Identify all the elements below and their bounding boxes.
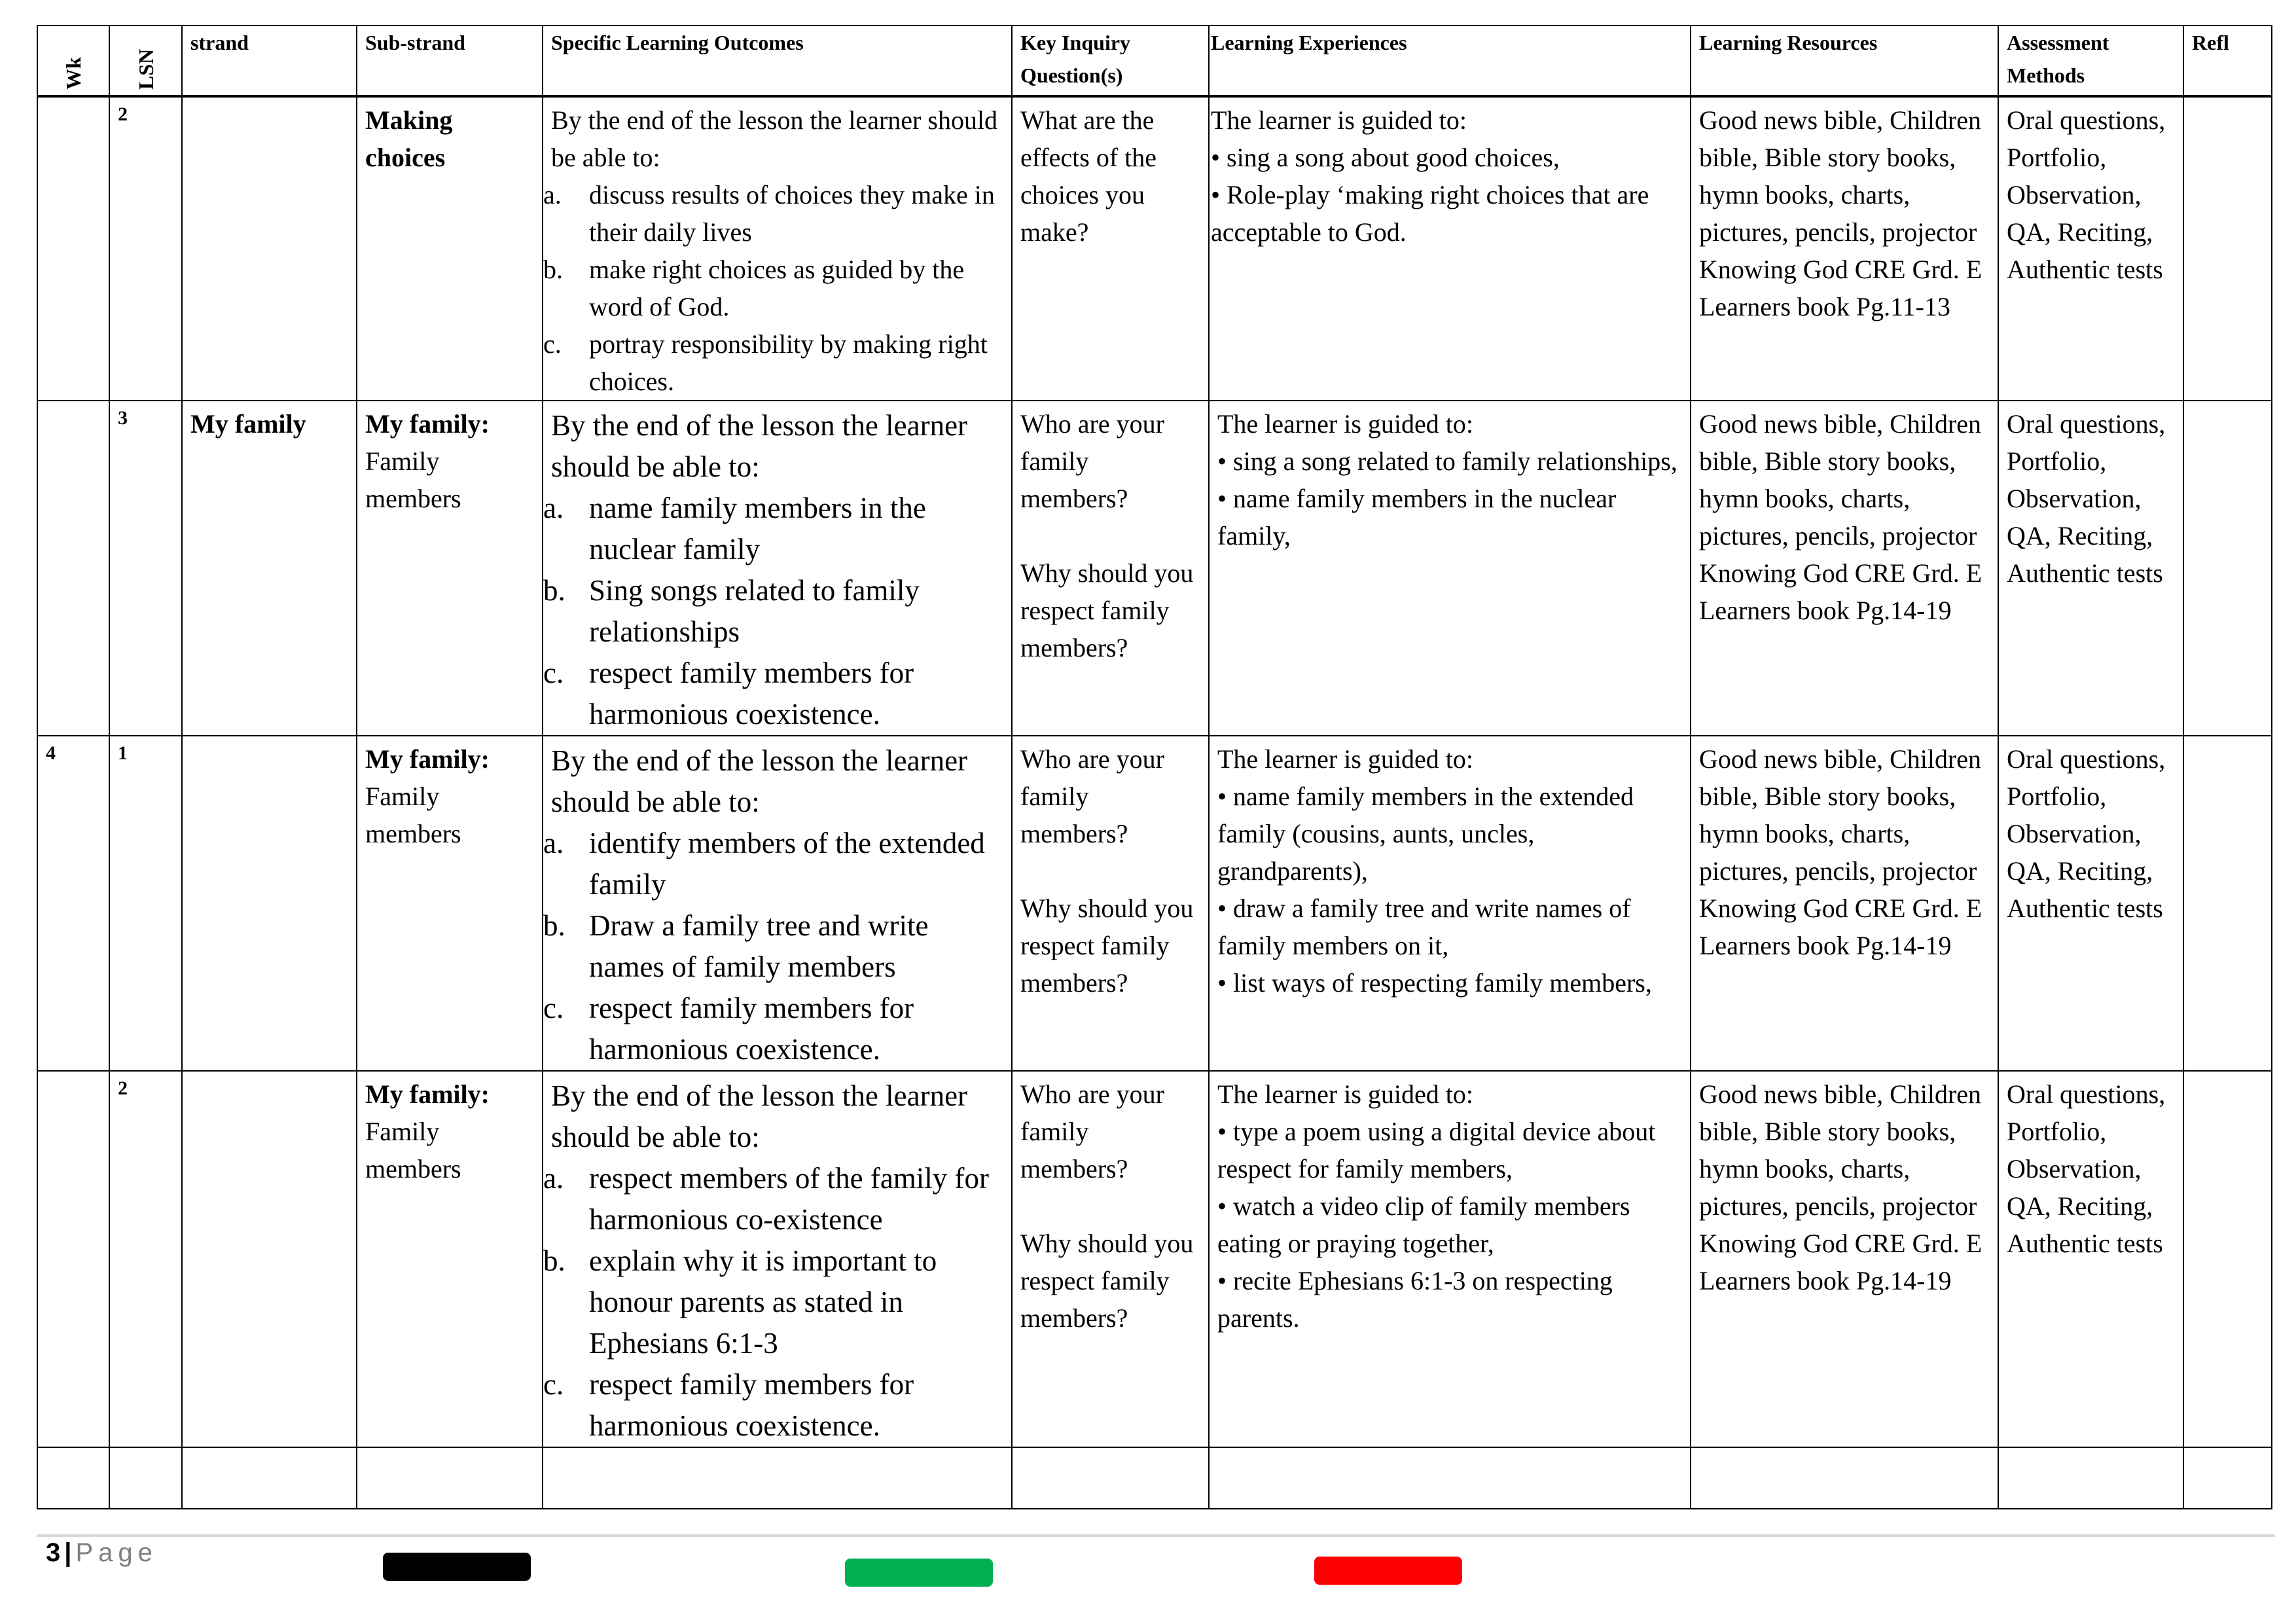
refl-cell [2183,401,2272,736]
slo-intro: By the end of the lesson the learner should be able to: [551,409,968,483]
table-row [37,1071,2272,1447]
header-lsn [109,26,182,96]
header-wk [37,26,109,96]
am-value: Oral questions, Portfolio, Observation, QA, Reciting, Authentic tests [2007,105,2166,284]
slo-item [543,988,1003,1070]
le-intro: The learner is guided to: [1211,105,1467,135]
slo-item-text: respect family members for harmonious coexistence. [589,992,914,1066]
slo-item-text: Sing songs related to family relationships [589,574,920,648]
green-bar [845,1559,993,1587]
le-item: • name family members in the nuclear family, [1217,484,1617,550]
slo-item-text: respect members of the family for harmonious co-existence [589,1162,990,1236]
slo-item-label: a. [543,492,564,524]
empty-cell [357,1447,543,1509]
le-item: • sing a song about good choices, [1211,143,1560,172]
lsn-value: 1 [118,742,128,764]
lr-value: Good news bible, Children bible, Bible story books, hymn books, charts, pictures, pencils, projector Knowing God CRE Grd. E Learners book Pg.14-19 [1699,1079,1982,1295]
slo-item-label: c. [543,329,562,359]
header-substrand: Sub-strand [357,26,543,96]
slo-item-text: Draw a family tree and write names of family members [589,909,929,983]
slo-item-label: c. [543,1368,564,1401]
header-strand: strand [182,26,357,96]
empty-cell [37,1447,109,1509]
le-cell [1209,96,1691,401]
header-am: Assessment Methods [1998,26,2183,96]
slo-item-label: b. [543,1244,565,1277]
strand-cell [182,401,357,736]
slo-cell [543,96,1012,401]
table-row [37,736,2272,1071]
strand-cell [182,96,357,401]
empty-cell [182,1447,357,1509]
slo-item-label: a. [543,827,564,859]
lsn-cell [109,1071,182,1447]
slo-item-text: respect family members for harmonious coexistence. [589,657,914,731]
kiq-cell [1012,1071,1209,1447]
slo-item-text: portray responsibility by making right choices. [589,329,988,396]
table-row [37,96,2272,401]
kiq-cell [1012,736,1209,1071]
slo-item [543,488,1003,570]
substrand-subtitle: Family members [365,1117,461,1183]
slo-cell [543,736,1012,1071]
am-value: Oral questions, Portfolio, Observation, QA, Reciting, Authentic tests [2007,744,2166,923]
substrand-cell [357,736,543,1071]
le-item: • recite Ephesians 6:1-3 on respecting parents. [1217,1266,1613,1333]
table-row [37,401,2272,736]
red-bar [1314,1557,1462,1585]
am-cell [1998,1071,2183,1447]
lsn-value: 2 [118,103,128,125]
le-cell [1209,1071,1691,1447]
slo-item-label: b. [543,909,565,942]
slo-item-label: a. [543,1162,564,1195]
slo-item [543,251,1003,325]
kiq-cell [1012,96,1209,401]
empty-cell [1998,1447,2183,1509]
le-item: • Role-play ‘making right choices that are acceptable to God. [1211,180,1649,247]
lsn-cell [109,736,182,1071]
slo-item [543,176,1003,251]
header-le: Learning Experiences [1209,26,1691,96]
slo-item-label: a. [543,180,562,209]
lr-value: Good news bible, Children bible, Bible story books, hymn books, charts, pictures, pencils, projector Knowing God CRE Grd. E Learners book Pg.14-19 [1699,744,1982,960]
lsn-value: 3 [118,407,128,429]
slo-item-label: b. [543,574,565,607]
refl-cell [2183,1071,2272,1447]
slo-item-text: explain why it is important to honour parents as stated in Ephesians 6:1-3 [589,1244,937,1360]
empty-cell [1209,1447,1691,1509]
empty-cell [543,1447,1012,1509]
wk-cell [37,736,109,1071]
wk-cell [37,1071,109,1447]
substrand-subtitle: Family members [365,446,461,513]
substrand-title: My family: [365,744,490,774]
footer-divider [37,1534,2275,1537]
slo-item-text: respect family members for harmonious coexistence. [589,1368,914,1442]
le-intro: The learner is guided to: [1217,409,1473,439]
slo-cell [543,401,1012,736]
le-item: • name family members in the extended family (cousins, aunts, uncles, grandparents), [1217,782,1634,886]
slo-item [543,570,1003,653]
empty-cell [2183,1447,2272,1509]
le-intro: The learner is guided to: [1217,1079,1473,1109]
substrand-cell [357,96,543,401]
substrand-title: Making choices [365,105,453,172]
slo-item [543,325,1003,400]
empty-cell [109,1447,182,1509]
lr-cell [1691,401,1998,736]
slo-item [543,1240,1003,1364]
am-value: Oral questions, Portfolio, Observation, QA, Reciting, Authentic tests [2007,1079,2166,1258]
lr-cell [1691,1071,1998,1447]
refl-cell [2183,96,2272,401]
am-cell [1998,736,2183,1071]
header-kiq: Key Inquiry Question(s) [1012,26,1209,96]
page-label: Page [75,1538,158,1567]
lsn-cell [109,96,182,401]
slo-item [543,1158,1003,1240]
lr-cell [1691,736,1998,1071]
kiq-value: Who are your family members? Why should you respect family members? [1020,1079,1194,1333]
le-cell [1209,736,1691,1071]
slo-item-text: identify members of the extended family [589,827,985,901]
kiq-value: Who are your family members? Why should you respect family members? [1020,409,1194,662]
slo-item-text: discuss results of choices they make in their daily lives [589,180,995,247]
strand-value: My family [190,409,306,439]
kiq-cell [1012,401,1209,736]
lr-value: Good news bible, Children bible, Bible story books, hymn books, charts, pictures, pencils, projector Knowing God CRE Grd. E Learners book Pg.14-19 [1699,409,1982,625]
strand-cell [182,736,357,1071]
empty-cell [1691,1447,1998,1509]
le-item: • watch a video clip of family members eating or praying together, [1217,1191,1630,1258]
header-wk-label: Wk [62,57,85,90]
wk-cell [37,96,109,401]
substrand-subtitle: Family members [365,782,461,848]
lsn-cell [109,401,182,736]
slo-item [543,905,1003,988]
page-separator: | [64,1538,72,1567]
slo-intro: By the end of the lesson the learner should be able to: [551,744,968,818]
le-item: • draw a family tree and write names of family members on it, [1217,893,1631,960]
header-row [37,26,2272,96]
header-refl: Refl [2183,26,2272,96]
empty-cell [1012,1447,1209,1509]
kiq-value: Who are your family members? Why should you respect family members? [1020,744,1194,998]
slo-cell [543,1071,1012,1447]
refl-cell [2183,736,2272,1071]
lr-value: Good news bible, Children bible, Bible story books, hymn books, charts, pictures, pencils, projector Knowing God CRE Grd. E Learners book Pg.11-13 [1699,105,1982,321]
black-bar [383,1553,531,1581]
slo-item-text: name family members in the nuclear family [589,492,926,566]
slo-item-label: c. [543,992,564,1024]
le-item: • list ways of respecting family members, [1217,968,1652,998]
slo-item [543,1364,1003,1447]
slo-intro: By the end of the lesson the learner should be able to: [551,105,998,172]
slo-item-text: make right choices as guided by the word of God. [589,255,965,321]
le-intro: The learner is guided to: [1217,744,1473,774]
substrand-cell [357,1071,543,1447]
am-cell [1998,96,2183,401]
substrand-title: My family: [365,1079,490,1109]
page-number-value: 3 [46,1538,61,1567]
page-number [46,1538,158,1568]
slo-item-label: c. [543,657,564,689]
header-slo: Specific Learning Outcomes [543,26,1012,96]
le-item: • sing a song related to family relationships, [1217,446,1677,476]
empty-row [37,1447,2272,1509]
header-lr: Learning Resources [1691,26,1998,96]
kiq-value: What are the effects of the choices you make? [1020,105,1157,247]
header-lsn-label: LSN [134,48,158,90]
slo-intro: By the end of the lesson the learner should be able to: [551,1079,968,1153]
am-cell [1998,401,2183,736]
slo-item [543,823,1003,905]
le-cell [1209,401,1691,736]
strand-cell [182,1071,357,1447]
scheme-of-work-table [37,25,2272,1509]
am-value: Oral questions, Portfolio, Observation, QA, Reciting, Authentic tests [2007,409,2166,588]
substrand-cell [357,401,543,736]
wk-cell [37,401,109,736]
lr-cell [1691,96,1998,401]
wk-value: 4 [46,742,56,764]
slo-item [543,653,1003,735]
lsn-value: 2 [118,1077,128,1099]
substrand-title: My family: [365,409,490,439]
slo-item-label: b. [543,255,563,284]
le-item: • type a poem using a digital device about respect for family members, [1217,1117,1656,1183]
